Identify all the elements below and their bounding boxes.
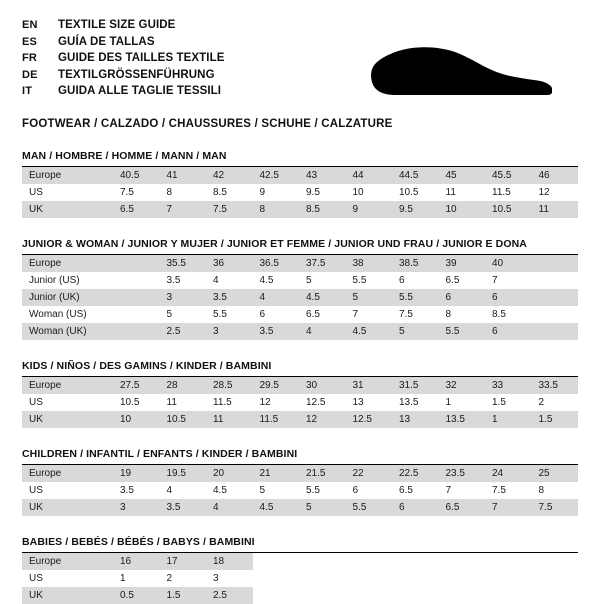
size-table xyxy=(22,465,578,516)
cell: 19.5 xyxy=(160,465,207,482)
group-junior-woman xyxy=(22,238,578,340)
language-title: GUIDE DES TAILLES TEXTILE xyxy=(58,52,225,64)
cell: 21.5 xyxy=(299,465,346,482)
group-kids xyxy=(22,360,578,428)
table-row xyxy=(22,377,578,394)
row-label: UK xyxy=(22,499,113,516)
table-row xyxy=(22,570,578,587)
cell: 21 xyxy=(253,465,300,482)
cell: 6 xyxy=(485,289,532,306)
cell-empty xyxy=(532,553,579,570)
cell: 7 xyxy=(160,201,207,218)
table-row xyxy=(22,255,578,272)
cell: 38.5 xyxy=(392,255,439,272)
cell: 10.5 xyxy=(113,394,160,411)
cell: 11.5 xyxy=(253,411,300,428)
cell: 11 xyxy=(206,411,253,428)
cell: 6.5 xyxy=(299,306,346,323)
cell: 8.5 xyxy=(206,184,253,201)
cell: 5 xyxy=(392,323,439,340)
footwear-section-title: FOOTWEAR / CALZADO / CHAUSSURES / SCHUHE / CALZATURE xyxy=(22,118,393,130)
table-row xyxy=(22,272,578,289)
cell: 5 xyxy=(253,482,300,499)
cell-empty xyxy=(346,553,393,570)
cell: 4 xyxy=(206,272,253,289)
cell: 10 xyxy=(439,201,486,218)
cell: 28.5 xyxy=(206,377,253,394)
cell-empty xyxy=(253,587,300,604)
cell-empty xyxy=(299,570,346,587)
cell: 7.5 xyxy=(532,499,579,516)
cell: 28 xyxy=(160,377,207,394)
cell: 31 xyxy=(346,377,393,394)
cell: 4 xyxy=(253,289,300,306)
cell: 6 xyxy=(253,306,300,323)
cell: 6 xyxy=(485,323,532,340)
cell: 8 xyxy=(160,184,207,201)
cell: 7 xyxy=(485,499,532,516)
language-code: EN xyxy=(22,19,38,31)
language-code: FR xyxy=(22,52,38,64)
cell-empty xyxy=(253,570,300,587)
cell: 7.5 xyxy=(206,201,253,218)
cell: 7.5 xyxy=(392,306,439,323)
cell: 25 xyxy=(532,465,579,482)
cell-empty xyxy=(346,587,393,604)
group-title: KIDS / NIÑOS / DES GAMINS / KINDER / BAMBINI xyxy=(22,360,578,377)
cell: 11 xyxy=(160,394,207,411)
table-row xyxy=(22,482,578,499)
group-title: MAN / HOMBRE / HOMME / MANN / MAN xyxy=(22,150,578,167)
cell xyxy=(113,272,160,289)
cell: 6 xyxy=(392,272,439,289)
language-title: GUIDA ALLE TAGLIE TESSILI xyxy=(58,85,222,97)
cell: 11.5 xyxy=(206,394,253,411)
cell xyxy=(113,306,160,323)
cell: 10.5 xyxy=(485,201,532,218)
cell xyxy=(113,323,160,340)
cell: 11 xyxy=(532,201,579,218)
cell: 2 xyxy=(532,394,579,411)
row-label: Woman (US) xyxy=(22,306,113,323)
row-label: Europe xyxy=(22,377,113,394)
table-row xyxy=(22,306,578,323)
cell: 11 xyxy=(439,184,486,201)
cell-empty xyxy=(485,553,532,570)
cell: 7 xyxy=(485,272,532,289)
table-row xyxy=(22,323,578,340)
cell: 2.5 xyxy=(160,323,207,340)
cell: 4.5 xyxy=(253,499,300,516)
row-label: Junior (US) xyxy=(22,272,113,289)
cell: 3 xyxy=(206,570,253,587)
cell-empty xyxy=(532,570,579,587)
cell: 24 xyxy=(485,465,532,482)
cell: 1.5 xyxy=(160,587,207,604)
cell: 6.5 xyxy=(392,482,439,499)
cell: 12.5 xyxy=(346,411,393,428)
cell: 13 xyxy=(346,394,393,411)
cell xyxy=(532,272,579,289)
cell: 3.5 xyxy=(206,289,253,306)
cell: 8 xyxy=(253,201,300,218)
cell: 4 xyxy=(299,323,346,340)
cell-empty xyxy=(439,587,486,604)
row-label: US xyxy=(22,184,113,201)
group-children xyxy=(22,448,578,516)
cell: 38 xyxy=(346,255,393,272)
cell: 17 xyxy=(160,553,207,570)
cell: 30 xyxy=(299,377,346,394)
cell: 6 xyxy=(392,499,439,516)
cell: 3.5 xyxy=(113,482,160,499)
cell: 1.5 xyxy=(485,394,532,411)
cell: 44.5 xyxy=(392,167,439,184)
table-row xyxy=(22,587,578,604)
size-table xyxy=(22,553,578,604)
cell: 10.5 xyxy=(392,184,439,201)
cell: 1 xyxy=(439,394,486,411)
cell-empty xyxy=(253,553,300,570)
cell: 5.5 xyxy=(392,289,439,306)
cell: 10 xyxy=(346,184,393,201)
cell: 3.5 xyxy=(253,323,300,340)
cell: 7 xyxy=(346,306,393,323)
size-table xyxy=(22,255,578,340)
cell: 35.5 xyxy=(160,255,207,272)
cell-empty xyxy=(439,570,486,587)
cell-empty xyxy=(485,570,532,587)
cell: 37.5 xyxy=(299,255,346,272)
cell: 31.5 xyxy=(392,377,439,394)
table-row xyxy=(22,201,578,218)
cell: 9.5 xyxy=(392,201,439,218)
row-label: Europe xyxy=(22,465,113,482)
document-header xyxy=(22,18,578,104)
cell: 6.5 xyxy=(439,272,486,289)
cell-empty xyxy=(392,587,439,604)
language-code: ES xyxy=(22,35,38,48)
language-code: IT xyxy=(22,85,33,97)
cell: 27.5 xyxy=(113,377,160,394)
cell-empty xyxy=(392,570,439,587)
cell: 44 xyxy=(346,167,393,184)
cell xyxy=(532,306,579,323)
cell: 5 xyxy=(346,289,393,306)
cell: 20 xyxy=(206,465,253,482)
cell xyxy=(532,323,579,340)
cell: 8.5 xyxy=(299,201,346,218)
cell: 8.5 xyxy=(485,306,532,323)
dress-shoe-icon xyxy=(368,30,558,102)
cell: 41 xyxy=(160,167,207,184)
cell: 8 xyxy=(439,306,486,323)
cell: 4.5 xyxy=(346,323,393,340)
group-babies xyxy=(22,536,578,604)
cell: 1 xyxy=(113,570,160,587)
cell: 43 xyxy=(299,167,346,184)
cell-empty xyxy=(485,587,532,604)
cell xyxy=(113,255,160,272)
cell-empty xyxy=(392,553,439,570)
cell-empty xyxy=(346,570,393,587)
cell: 5 xyxy=(299,272,346,289)
table-row xyxy=(22,499,578,516)
cell-empty xyxy=(299,553,346,570)
cell: 5.5 xyxy=(346,272,393,289)
size-table xyxy=(22,167,578,218)
language-title: TEXTILE SIZE GUIDE xyxy=(58,19,176,31)
row-label: Woman (UK) xyxy=(22,323,113,340)
language-title: GUÍA DE TALLAS xyxy=(58,35,155,48)
cell: 3.5 xyxy=(160,499,207,516)
cell: 13 xyxy=(392,411,439,428)
cell: 3.5 xyxy=(160,272,207,289)
cell: 10.5 xyxy=(160,411,207,428)
row-label: US xyxy=(22,394,113,411)
table-row xyxy=(22,394,578,411)
cell: 39 xyxy=(439,255,486,272)
cell: 5.5 xyxy=(299,482,346,499)
cell: 9 xyxy=(253,184,300,201)
row-label: US xyxy=(22,482,113,499)
cell: 12 xyxy=(532,184,579,201)
cell: 0.5 xyxy=(113,587,160,604)
cell: 29.5 xyxy=(253,377,300,394)
cell-empty xyxy=(532,587,579,604)
cell: 1.5 xyxy=(532,411,579,428)
cell: 13.5 xyxy=(439,411,486,428)
cell: 36 xyxy=(206,255,253,272)
cell: 5.5 xyxy=(439,323,486,340)
language-code: DE xyxy=(22,68,38,81)
row-label: Europe xyxy=(22,255,113,272)
table-row xyxy=(22,411,578,428)
group-man xyxy=(22,150,578,218)
cell: 4.5 xyxy=(299,289,346,306)
table-row xyxy=(22,465,578,482)
cell xyxy=(532,255,579,272)
cell: 6 xyxy=(439,289,486,306)
table-row xyxy=(22,167,578,184)
cell: 33.5 xyxy=(532,377,579,394)
cell: 5 xyxy=(299,499,346,516)
cell: 32 xyxy=(439,377,486,394)
cell: 1 xyxy=(485,411,532,428)
cell: 23.5 xyxy=(439,465,486,482)
row-label: Europe xyxy=(22,553,113,570)
cell: 13.5 xyxy=(392,394,439,411)
cell: 9 xyxy=(346,201,393,218)
cell: 33 xyxy=(485,377,532,394)
cell: 42.5 xyxy=(253,167,300,184)
cell: 7.5 xyxy=(113,184,160,201)
cell: 46 xyxy=(532,167,579,184)
cell: 22 xyxy=(346,465,393,482)
group-title: BABIES / BEBÉS / BÉBÉS / BABYS / BAMBINI xyxy=(22,536,578,553)
cell: 4 xyxy=(206,499,253,516)
table-row xyxy=(22,553,578,570)
cell: 6 xyxy=(346,482,393,499)
cell: 4.5 xyxy=(253,272,300,289)
cell: 19 xyxy=(113,465,160,482)
cell: 36.5 xyxy=(253,255,300,272)
cell: 6.5 xyxy=(113,201,160,218)
cell: 6.5 xyxy=(439,499,486,516)
cell: 7 xyxy=(439,482,486,499)
group-title: JUNIOR & WOMAN / JUNIOR Y MUJER / JUNIOR ET FEMME / JUNIOR UND FRAU / JUNIOR E DONA xyxy=(22,238,578,255)
row-label: Europe xyxy=(22,167,113,184)
cell: 12.5 xyxy=(299,394,346,411)
cell: 42 xyxy=(206,167,253,184)
cell: 12 xyxy=(253,394,300,411)
row-label: UK xyxy=(22,201,113,218)
group-title: CHILDREN / INFANTIL / ENFANTS / KINDER / BAMBINI xyxy=(22,448,578,465)
row-label: UK xyxy=(22,587,113,604)
cell: 40 xyxy=(485,255,532,272)
cell xyxy=(113,289,160,306)
cell-empty xyxy=(299,587,346,604)
row-label: US xyxy=(22,570,113,587)
cell: 3 xyxy=(113,499,160,516)
table-row xyxy=(22,184,578,201)
row-label: Junior (UK) xyxy=(22,289,113,306)
cell: 22.5 xyxy=(392,465,439,482)
cell: 8 xyxy=(532,482,579,499)
language-title: TEXTILGRÖSSENFÜHRUNG xyxy=(58,68,215,81)
cell: 9.5 xyxy=(299,184,346,201)
cell: 4 xyxy=(160,482,207,499)
cell: 45.5 xyxy=(485,167,532,184)
cell: 5 xyxy=(160,306,207,323)
cell-empty xyxy=(439,553,486,570)
cell: 3 xyxy=(206,323,253,340)
cell: 18 xyxy=(206,553,253,570)
cell: 7.5 xyxy=(485,482,532,499)
cell: 2.5 xyxy=(206,587,253,604)
cell: 16 xyxy=(113,553,160,570)
cell: 12 xyxy=(299,411,346,428)
cell: 40.5 xyxy=(113,167,160,184)
cell: 4.5 xyxy=(206,482,253,499)
cell: 5.5 xyxy=(206,306,253,323)
cell: 45 xyxy=(439,167,486,184)
cell: 3 xyxy=(160,289,207,306)
cell: 2 xyxy=(160,570,207,587)
row-label: UK xyxy=(22,411,113,428)
table-row xyxy=(22,289,578,306)
cell xyxy=(532,289,579,306)
cell: 5.5 xyxy=(346,499,393,516)
cell: 11.5 xyxy=(485,184,532,201)
cell: 10 xyxy=(113,411,160,428)
size-table xyxy=(22,377,578,428)
